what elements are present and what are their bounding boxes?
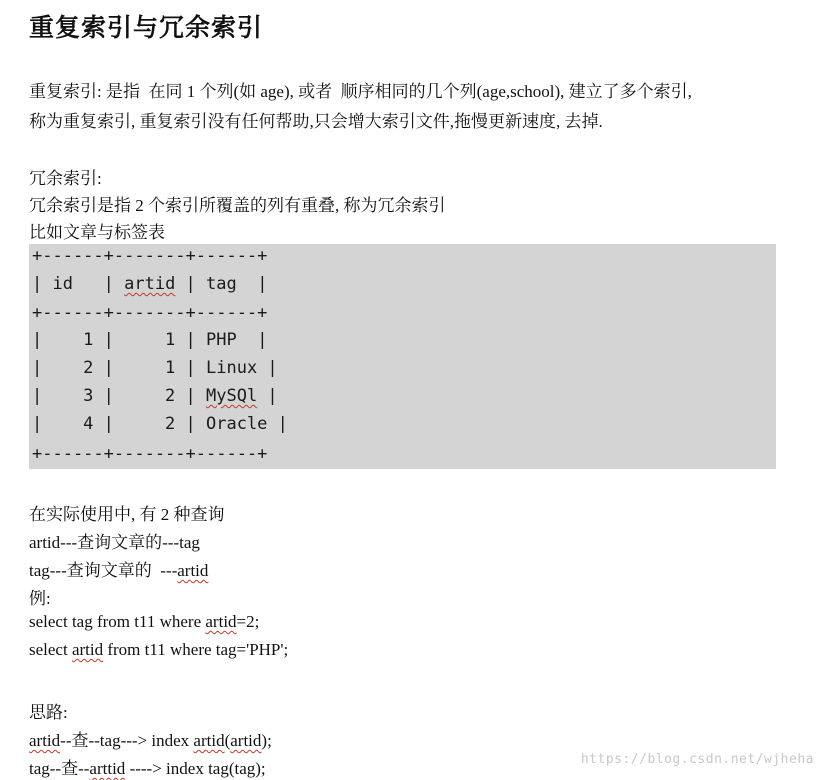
approach-line-2: tag--查--arttid ----> index tag(tag);: [29, 759, 266, 778]
redundant-index-description: 冗余索引是指 2 个索引所覆盖的列有重叠, 称为冗余索引: [29, 196, 446, 215]
redundant-index-heading: 冗余索引:: [29, 169, 102, 188]
table-border-mid: +------+-------+------+: [32, 303, 268, 323]
header-post: | tag |: [175, 274, 268, 294]
tag-cell: Linux: [206, 358, 258, 378]
approach-heading: 思路:: [29, 703, 68, 722]
table-row: | 1 | 1 | PHP |: [32, 330, 268, 350]
watermark-url: https://blog.csdn.net/wjheha: [580, 752, 814, 767]
header-artid: artid: [124, 274, 176, 294]
duplicate-index-definition-line1: 重复索引: 是指 在同 1 个列(如 age), 或者 顺序相同的几个列(age,school), 建立了多个索引,: [29, 82, 692, 101]
example-label: 例:: [29, 589, 51, 608]
table-code-block: [29, 244, 776, 469]
duplicate-index-definition-line2: 称为重复索引, 重复索引没有任何帮助,只会增大索引文件,拖慢更新速度, 去掉.: [29, 112, 603, 131]
table-border-top: +------+-------+------+: [32, 246, 268, 266]
query-1: artid---查询文章的---tag: [29, 533, 200, 552]
sql-statement-2: select artid from t11 where tag='PHP';: [29, 640, 289, 659]
table-row: | 4 | 2 | Oracle |: [32, 414, 288, 434]
example-caption: 比如文章与标签表: [29, 223, 165, 242]
header-pre: | id |: [32, 274, 125, 294]
query-intro: 在实际使用中, 有 2 种查询: [29, 505, 225, 524]
table-border-bottom: +------+-------+------+: [32, 444, 268, 464]
table-row: | 3 | 2 | MySQl |: [32, 386, 278, 406]
table-header-row: [32, 274, 267, 294]
table-row: | 2 | 1 | Linux |: [32, 358, 278, 378]
page-title: 重复索引与冗余索引: [29, 13, 264, 42]
query-2: tag---查询文章的 ---artid: [29, 561, 209, 580]
approach-line-1: artid--查--tag---> index artid(artid);: [29, 731, 272, 750]
tag-cell: PHP: [206, 330, 237, 350]
tag-cell: MySQl: [206, 386, 258, 406]
sql-statement-1: select tag from t11 where artid=2;: [29, 612, 260, 631]
tag-cell: Oracle: [206, 414, 268, 434]
